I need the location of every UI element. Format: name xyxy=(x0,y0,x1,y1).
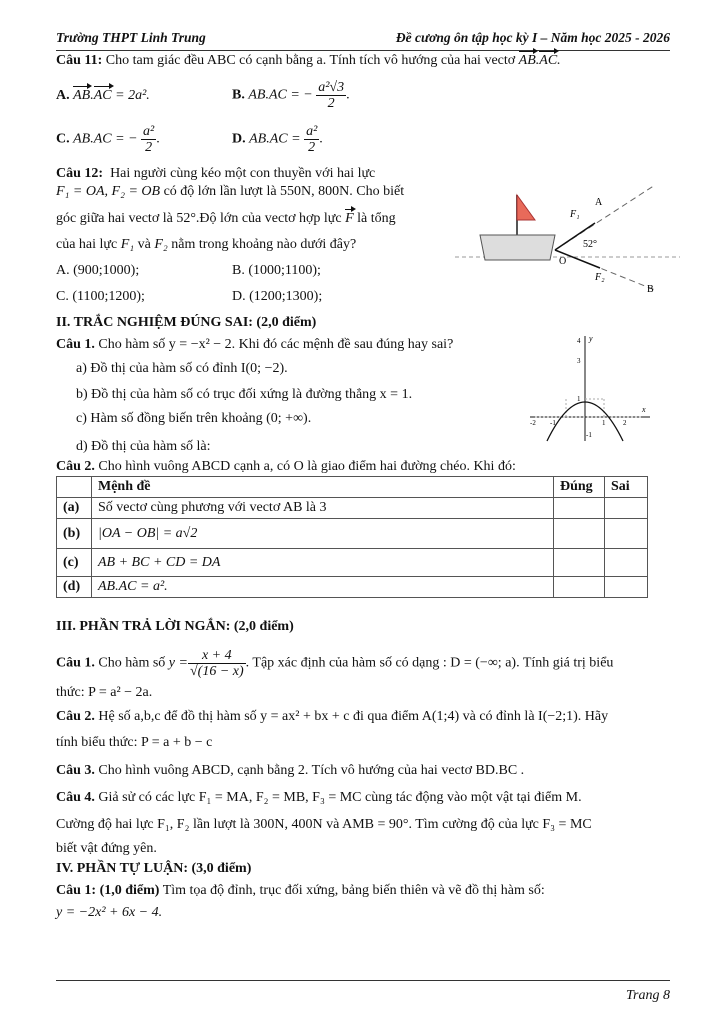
col-true: Đúng xyxy=(554,477,605,498)
q12-option-b[interactable]: B. (1000;1100); xyxy=(232,263,321,278)
page-number: Trang 8 xyxy=(626,988,670,1003)
label-o: O xyxy=(559,256,567,267)
section-4-title: IV. PHẦN TỰ LUẬN: (3,0 điểm) xyxy=(56,861,252,876)
footer-divider xyxy=(56,980,670,981)
s4q1-line1: Câu 1: (1,0 điểm) Tìm tọa độ đỉnh, trục đối xứng, bảng biến thiên và vẽ đồ thị hàm số: xyxy=(56,883,545,898)
tick-m1: -1 xyxy=(586,431,592,439)
school-name: Trường THPT Linh Trung xyxy=(56,30,206,45)
col-false: Sai xyxy=(605,477,648,498)
q11-option-b[interactable]: B. AB.AC = − $\frac{\text{a²√3}}{2}$ . xyxy=(232,80,350,111)
y-label: y xyxy=(589,334,593,343)
true-false-table xyxy=(56,476,648,598)
tick-x2: 2 xyxy=(623,419,627,427)
label-b: B xyxy=(647,284,654,295)
tick-xm2: -2 xyxy=(530,419,536,427)
cell-false[interactable] xyxy=(605,549,648,577)
cell-true[interactable] xyxy=(554,577,605,598)
s3q4-line3: biết vật đứng yên. xyxy=(56,841,157,856)
label-f2: F₂ xyxy=(595,272,605,283)
s3q1-line1: Câu 1. Cho hàm số y = $\frac{x + 4}{√(16 - x)}$ . Tập xác định của hàm số có dạng : D = (−∞; a). Tính giá trị biểu xyxy=(56,648,614,679)
s2q1-c: c) Hàm số đồng biến trên khoảng (0; +∞). xyxy=(76,411,312,426)
page-header xyxy=(56,30,670,51)
q11-option-d[interactable]: D. AB.AC = $\frac{\text{a²}}{2}$ . xyxy=(232,124,323,155)
table-row: (a) Số vectơ cùng phương với vectơ AB là 3 xyxy=(57,498,648,519)
label-f1: F₁ xyxy=(570,209,580,220)
q11-option-a[interactable]: A. AB.AC = 2a². xyxy=(56,88,150,103)
s4q1-line2: y = −2x² + 6x − 4. xyxy=(56,905,163,920)
q12-line4: của hai lực F₁ và F₂ nằm trong khoảng nào dưới đây? xyxy=(56,237,357,252)
table-header-row xyxy=(57,477,648,498)
s3q3-line: Câu 3. Cho hình vuông ABCD, cạnh bằng 2. Tích vô hướng của hai vectơ BD.BC . xyxy=(56,763,525,778)
cell-true[interactable] xyxy=(554,498,605,519)
cell-false[interactable] xyxy=(605,498,648,519)
s3q1-line2: thức: P = a² − 2a. xyxy=(56,685,153,700)
cell-true[interactable] xyxy=(554,519,605,549)
x-label: x xyxy=(642,405,646,414)
q12-option-d[interactable]: D. (1200;1300); xyxy=(232,289,323,304)
section-2-title: II. TRẮC NGHIỆM ĐÚNG SAI: (2,0 điểm) xyxy=(56,315,317,330)
cell-false[interactable] xyxy=(605,577,648,598)
cell-false[interactable] xyxy=(605,519,648,549)
s2q1-d: d) Đồ thị của hàm số là: xyxy=(76,439,211,454)
label-angle: 52° xyxy=(583,239,597,250)
doc-title: Đề cương ôn tập học kỳ I – Năm học 2025 - 2026 xyxy=(395,30,670,45)
tick-4: 4 xyxy=(577,337,581,345)
q12-line2: F₁ = OA, F₂ = OB có độ lớn lần lượt là 550N, 800N. Cho biết xyxy=(56,184,405,199)
boat-force-diagram xyxy=(455,165,680,310)
s3q4-line2: Cường độ hai lực F₁, F₂ lần lượt là 300N, 400N và AMB = 90°. Tìm cường độ của lực F₃ = MC xyxy=(56,817,592,832)
col-statement: Mệnh đề xyxy=(92,477,554,498)
q11-option-c[interactable]: C. AB.AC = − $\frac{\text{a²}}{2}$ . xyxy=(56,124,160,155)
section-3-title: III. PHẦN TRẢ LỜI NGẮN: (2,0 điểm) xyxy=(56,619,294,634)
tick-3: 3 xyxy=(577,357,581,365)
s3q4-line1: Câu 4. Giả sử có các lực F₁ = MA, F₂ = MB, F₃ = MC cùng tác động vào một vật tại điểm M. xyxy=(56,790,582,805)
q12-option-c[interactable]: C. (1100;1200); xyxy=(56,289,145,304)
label-a: A xyxy=(595,197,603,208)
tick-x1: 1 xyxy=(602,419,606,427)
parabola-graph xyxy=(525,333,655,443)
tick-1: 1 xyxy=(577,395,581,403)
table-row: (b) |OA − OB| = a√2 xyxy=(57,519,648,549)
boat-hull xyxy=(480,235,555,260)
q12-line1: Câu 12: Hai người cùng kéo một con thuyền với hai lực xyxy=(56,166,376,181)
s2q1-a: a) Đồ thị của hàm số có đỉnh I(0; −2). xyxy=(76,361,288,376)
table-row: (d) AB.AC = a². xyxy=(57,577,648,598)
q12-line3: góc giữa hai vectơ là 52°.Độ lớn của vectơ hợp lực F là tổng xyxy=(56,211,396,226)
s3q2-line2: tính biểu thức: P = a + b − c xyxy=(56,735,213,750)
q11-stem: Câu 11: Cho tam giác đều ABC có cạnh bằng a. Tính tích vô hướng của hai vectơ AB.AC. xyxy=(56,53,561,68)
table-row: (c) AB + BC + CD = DA xyxy=(57,549,648,577)
tick-xm1: -1 xyxy=(550,419,556,427)
s2q2-stem: Câu 2. Cho hình vuông ABCD cạnh a, có O là giao điểm hai đường chéo. Khi đó: xyxy=(56,459,516,474)
q12-option-a[interactable]: A. (900;1000); xyxy=(56,263,140,278)
s2q1-stem: Câu 1. Cho hàm số y = −x² − 2. Khi đó các mệnh đề sau đúng hay sai? xyxy=(56,337,454,352)
s3q2-line1: Câu 2. Hệ số a,b,c để đồ thị hàm số y = ax² + bx + c đi qua điểm A(1;4) và có đỉnh là I(−2;1). Hãy xyxy=(56,709,609,724)
cell-true[interactable] xyxy=(554,549,605,577)
s2q1-b: b) Đồ thị của hàm số có trục đối xứng là đường thẳng x = 1. xyxy=(76,387,413,402)
